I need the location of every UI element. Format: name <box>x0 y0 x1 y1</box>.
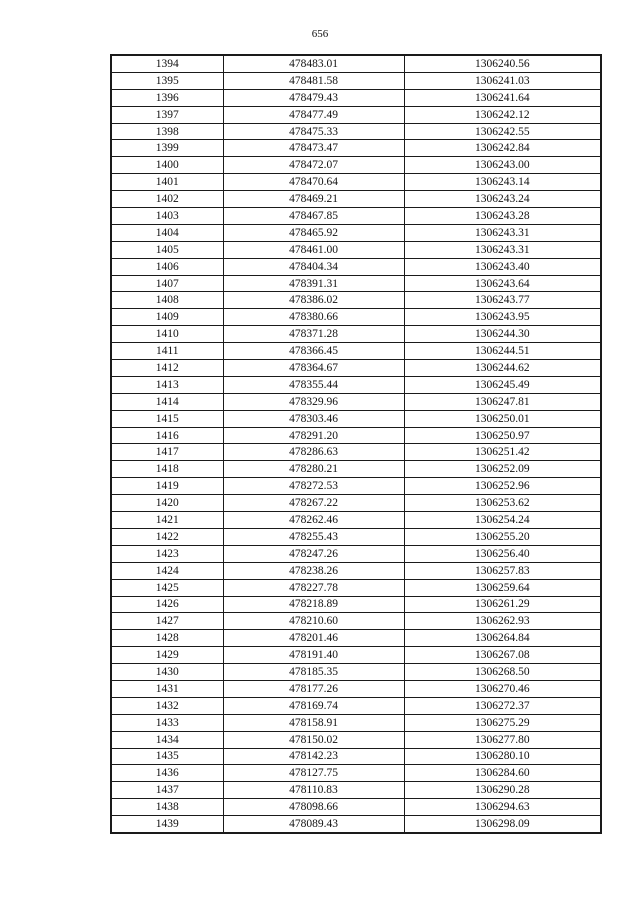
table-row <box>111 444 601 461</box>
coordinates-table <box>110 54 602 834</box>
y-coordinate-cell: 1306245.49 <box>404 376 601 393</box>
x-coordinate-cell: 478267.22 <box>223 495 404 512</box>
table-row <box>111 326 601 343</box>
x-coordinate-cell: 478150.02 <box>223 731 404 748</box>
point-number-cell: 1424 <box>111 562 223 579</box>
y-coordinate-cell: 1306272.37 <box>404 697 601 714</box>
point-number-cell: 1416 <box>111 427 223 444</box>
y-coordinate-cell: 1306243.95 <box>404 309 601 326</box>
point-number-cell: 1427 <box>111 613 223 630</box>
x-coordinate-cell: 478404.34 <box>223 258 404 275</box>
table-row <box>111 55 601 72</box>
y-coordinate-cell: 1306240.56 <box>404 55 601 72</box>
table-row <box>111 376 601 393</box>
x-coordinate-cell: 478380.66 <box>223 309 404 326</box>
y-coordinate-cell: 1306241.64 <box>404 89 601 106</box>
x-coordinate-cell: 478110.83 <box>223 782 404 799</box>
y-coordinate-cell: 1306254.24 <box>404 512 601 529</box>
table-row <box>111 748 601 765</box>
point-number-cell: 1429 <box>111 647 223 664</box>
point-number-cell: 1402 <box>111 191 223 208</box>
table-row <box>111 360 601 377</box>
table-row <box>111 89 601 106</box>
y-coordinate-cell: 1306244.51 <box>404 343 601 360</box>
y-coordinate-cell: 1306298.09 <box>404 816 601 833</box>
y-coordinate-cell: 1306243.31 <box>404 224 601 241</box>
x-coordinate-cell: 478465.92 <box>223 224 404 241</box>
table-row <box>111 427 601 444</box>
point-number-cell: 1401 <box>111 174 223 191</box>
x-coordinate-cell: 478481.58 <box>223 72 404 89</box>
point-number-cell: 1428 <box>111 630 223 647</box>
x-coordinate-cell: 478472.07 <box>223 157 404 174</box>
x-coordinate-cell: 478467.85 <box>223 208 404 225</box>
y-coordinate-cell: 1306280.10 <box>404 748 601 765</box>
y-coordinate-cell: 1306244.62 <box>404 360 601 377</box>
table-row <box>111 714 601 731</box>
table-row <box>111 191 601 208</box>
y-coordinate-cell: 1306242.55 <box>404 123 601 140</box>
y-coordinate-cell: 1306267.08 <box>404 647 601 664</box>
table-row <box>111 765 601 782</box>
point-number-cell: 1409 <box>111 309 223 326</box>
point-number-cell: 1432 <box>111 697 223 714</box>
table-row <box>111 275 601 292</box>
table-row <box>111 697 601 714</box>
table-row <box>111 782 601 799</box>
point-number-cell: 1411 <box>111 343 223 360</box>
table-row <box>111 174 601 191</box>
y-coordinate-cell: 1306261.29 <box>404 596 601 613</box>
table-row <box>111 562 601 579</box>
y-coordinate-cell: 1306243.31 <box>404 241 601 258</box>
point-number-cell: 1418 <box>111 461 223 478</box>
table-row <box>111 208 601 225</box>
y-coordinate-cell: 1306277.80 <box>404 731 601 748</box>
table-row <box>111 512 601 529</box>
y-coordinate-cell: 1306244.30 <box>404 326 601 343</box>
y-coordinate-cell: 1306257.83 <box>404 562 601 579</box>
x-coordinate-cell: 478262.46 <box>223 512 404 529</box>
x-coordinate-cell: 478366.45 <box>223 343 404 360</box>
table-row <box>111 630 601 647</box>
x-coordinate-cell: 478218.89 <box>223 596 404 613</box>
y-coordinate-cell: 1306243.40 <box>404 258 601 275</box>
x-coordinate-cell: 478177.26 <box>223 680 404 697</box>
x-coordinate-cell: 478247.26 <box>223 545 404 562</box>
y-coordinate-cell: 1306253.62 <box>404 495 601 512</box>
x-coordinate-cell: 478238.26 <box>223 562 404 579</box>
x-coordinate-cell: 478227.78 <box>223 579 404 596</box>
y-coordinate-cell: 1306294.63 <box>404 799 601 816</box>
table-row <box>111 613 601 630</box>
point-number-cell: 1417 <box>111 444 223 461</box>
y-coordinate-cell: 1306250.01 <box>404 410 601 427</box>
table-row <box>111 495 601 512</box>
x-coordinate-cell: 478191.40 <box>223 647 404 664</box>
point-number-cell: 1405 <box>111 241 223 258</box>
y-coordinate-cell: 1306247.81 <box>404 393 601 410</box>
point-number-cell: 1422 <box>111 528 223 545</box>
x-coordinate-cell: 478169.74 <box>223 697 404 714</box>
point-number-cell: 1395 <box>111 72 223 89</box>
x-coordinate-cell: 478469.21 <box>223 191 404 208</box>
point-number-cell: 1420 <box>111 495 223 512</box>
x-coordinate-cell: 478210.60 <box>223 613 404 630</box>
x-coordinate-cell: 478158.91 <box>223 714 404 731</box>
table-row <box>111 596 601 613</box>
point-number-cell: 1425 <box>111 579 223 596</box>
y-coordinate-cell: 1306243.77 <box>404 292 601 309</box>
table-row <box>111 157 601 174</box>
point-number-cell: 1439 <box>111 816 223 833</box>
point-number-cell: 1421 <box>111 512 223 529</box>
x-coordinate-cell: 478280.21 <box>223 461 404 478</box>
table-row <box>111 140 601 157</box>
y-coordinate-cell: 1306268.50 <box>404 664 601 681</box>
point-number-cell: 1400 <box>111 157 223 174</box>
y-coordinate-cell: 1306250.97 <box>404 427 601 444</box>
point-number-cell: 1431 <box>111 680 223 697</box>
point-number-cell: 1415 <box>111 410 223 427</box>
table-row <box>111 664 601 681</box>
x-coordinate-cell: 478098.66 <box>223 799 404 816</box>
x-coordinate-cell: 478479.43 <box>223 89 404 106</box>
table-row <box>111 292 601 309</box>
table-row <box>111 309 601 326</box>
point-number-cell: 1419 <box>111 478 223 495</box>
x-coordinate-cell: 478355.44 <box>223 376 404 393</box>
x-coordinate-cell: 478473.47 <box>223 140 404 157</box>
y-coordinate-cell: 1306241.03 <box>404 72 601 89</box>
y-coordinate-cell: 1306251.42 <box>404 444 601 461</box>
point-number-cell: 1396 <box>111 89 223 106</box>
y-coordinate-cell: 1306255.20 <box>404 528 601 545</box>
x-coordinate-cell: 478142.23 <box>223 748 404 765</box>
table-row <box>111 545 601 562</box>
y-coordinate-cell: 1306262.93 <box>404 613 601 630</box>
point-number-cell: 1433 <box>111 714 223 731</box>
page-number: 656 <box>311 28 329 40</box>
x-coordinate-cell: 478470.64 <box>223 174 404 191</box>
point-number-cell: 1435 <box>111 748 223 765</box>
table-row <box>111 241 601 258</box>
coordinates-table-body <box>111 55 601 833</box>
y-coordinate-cell: 1306284.60 <box>404 765 601 782</box>
point-number-cell: 1436 <box>111 765 223 782</box>
table-row <box>111 799 601 816</box>
y-coordinate-cell: 1306270.46 <box>404 680 601 697</box>
y-coordinate-cell: 1306259.64 <box>404 579 601 596</box>
x-coordinate-cell: 478475.33 <box>223 123 404 140</box>
y-coordinate-cell: 1306252.96 <box>404 478 601 495</box>
point-number-cell: 1407 <box>111 275 223 292</box>
x-coordinate-cell: 478127.75 <box>223 765 404 782</box>
y-coordinate-cell: 1306243.00 <box>404 157 601 174</box>
point-number-cell: 1410 <box>111 326 223 343</box>
table-row <box>111 647 601 664</box>
y-coordinate-cell: 1306243.24 <box>404 191 601 208</box>
x-coordinate-cell: 478286.63 <box>223 444 404 461</box>
x-coordinate-cell: 478201.46 <box>223 630 404 647</box>
point-number-cell: 1438 <box>111 799 223 816</box>
point-number-cell: 1397 <box>111 106 223 123</box>
y-coordinate-cell: 1306252.09 <box>404 461 601 478</box>
point-number-cell: 1413 <box>111 376 223 393</box>
point-number-cell: 1434 <box>111 731 223 748</box>
table-row <box>111 461 601 478</box>
point-number-cell: 1404 <box>111 224 223 241</box>
table-row <box>111 731 601 748</box>
point-number-cell: 1403 <box>111 208 223 225</box>
table-row <box>111 224 601 241</box>
point-number-cell: 1412 <box>111 360 223 377</box>
table-row <box>111 410 601 427</box>
x-coordinate-cell: 478461.00 <box>223 241 404 258</box>
point-number-cell: 1437 <box>111 782 223 799</box>
x-coordinate-cell: 478477.49 <box>223 106 404 123</box>
table-row <box>111 393 601 410</box>
point-number-cell: 1414 <box>111 393 223 410</box>
point-number-cell: 1426 <box>111 596 223 613</box>
table-row <box>111 528 601 545</box>
table-row <box>111 72 601 89</box>
y-coordinate-cell: 1306256.40 <box>404 545 601 562</box>
y-coordinate-cell: 1306290.28 <box>404 782 601 799</box>
x-coordinate-cell: 478089.43 <box>223 816 404 833</box>
y-coordinate-cell: 1306242.12 <box>404 106 601 123</box>
x-coordinate-cell: 478272.53 <box>223 478 404 495</box>
y-coordinate-cell: 1306243.14 <box>404 174 601 191</box>
point-number-cell: 1406 <box>111 258 223 275</box>
y-coordinate-cell: 1306275.29 <box>404 714 601 731</box>
table-row <box>111 680 601 697</box>
y-coordinate-cell: 1306264.84 <box>404 630 601 647</box>
x-coordinate-cell: 478185.35 <box>223 664 404 681</box>
x-coordinate-cell: 478364.67 <box>223 360 404 377</box>
point-number-cell: 1399 <box>111 140 223 157</box>
table-row <box>111 123 601 140</box>
table-row <box>111 343 601 360</box>
point-number-cell: 1398 <box>111 123 223 140</box>
x-coordinate-cell: 478386.02 <box>223 292 404 309</box>
y-coordinate-cell: 1306243.64 <box>404 275 601 292</box>
x-coordinate-cell: 478391.31 <box>223 275 404 292</box>
table-row <box>111 816 601 833</box>
y-coordinate-cell: 1306242.84 <box>404 140 601 157</box>
point-number-cell: 1423 <box>111 545 223 562</box>
table-row <box>111 478 601 495</box>
y-coordinate-cell: 1306243.28 <box>404 208 601 225</box>
point-number-cell: 1394 <box>111 55 223 72</box>
table-row <box>111 258 601 275</box>
x-coordinate-cell: 478483.01 <box>223 55 404 72</box>
x-coordinate-cell: 478329.96 <box>223 393 404 410</box>
x-coordinate-cell: 478255.43 <box>223 528 404 545</box>
x-coordinate-cell: 478303.46 <box>223 410 404 427</box>
point-number-cell: 1430 <box>111 664 223 681</box>
table-row <box>111 106 601 123</box>
x-coordinate-cell: 478291.20 <box>223 427 404 444</box>
point-number-cell: 1408 <box>111 292 223 309</box>
x-coordinate-cell: 478371.28 <box>223 326 404 343</box>
table-row <box>111 579 601 596</box>
